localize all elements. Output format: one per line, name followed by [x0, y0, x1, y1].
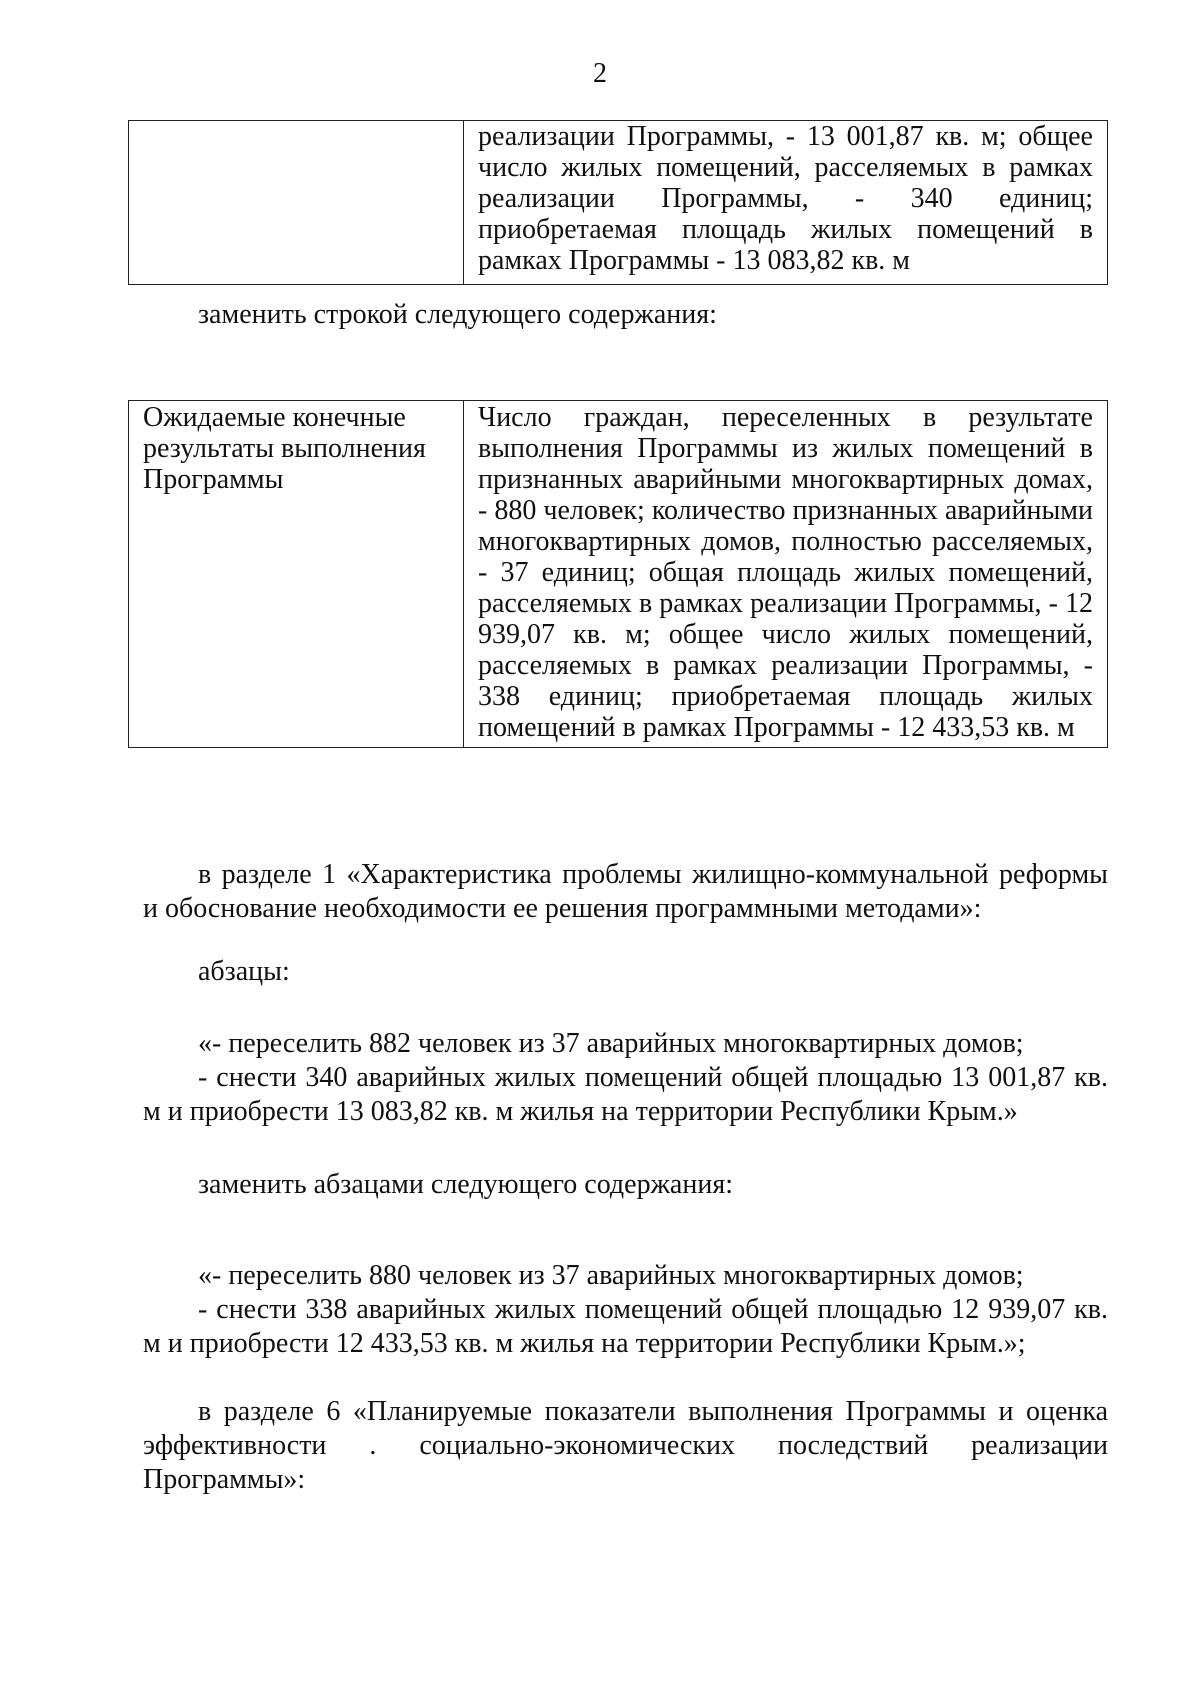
new-paragraphs: [143, 1259, 1108, 1361]
previous-row-table: [128, 120, 1108, 285]
replace-paragraphs-instruction: заменить абзацами следующего содержания:: [198, 1169, 733, 1200]
new-paragraph: - снести 338 аварийных жилых помещений общей площадью 12 939,07 кв. м и приобрести 12 433,53 кв. м жилья на территории Республики Крым.»;: [143, 1294, 1108, 1359]
table-cell-label: [129, 121, 464, 285]
table-cell-value: реализации Программы, - 13 001,87 кв. м; общее число жилых помещений, расселяемых в рамках реализации Программы, - 340 единиц; приобретаемая площадь жилых помещений в рамках Программы - 13 083,82 кв. м: [464, 121, 1108, 285]
page-number: 2: [593, 58, 607, 89]
table-row: [129, 121, 1108, 285]
new-paragraph: «- переселить 880 человек из 37 аварийных многоквартирных домов;: [198, 1260, 1024, 1291]
section1-intro: в разделе 1 «Характеристика проблемы жилищно-коммунальной реформы и обоснование необходимости ее решения программными методами»:: [143, 859, 1108, 924]
new-row-table: [128, 400, 1108, 748]
old-paragraphs: [143, 1027, 1108, 1129]
section6-intro: в разделе 6 «Планируемые показатели выполнения Программы и оценка эффективности . социально-экономических последствий реализации Программы»:: [143, 1396, 1108, 1495]
table-cell-value: Число граждан, переселенных в результате выполнения Программы из жилых помещений в признанных аварийными многоквартирных домах, - 880 человек; количество признанных аварийными многоквартирных домов, полностью расселяемых, - 37 единиц; общая площадь жилых помещений, расселяемых в рамках реализации Программы, - 12 939,07 кв. м; общее число жилых помещений, расселяемых в рамках реализации Программы, - 338 единиц; приобретаемая площадь жилых помещений в рамках Программы - 12 433,53 кв. м: [464, 401, 1108, 748]
table-row: [129, 401, 1108, 748]
old-paragraph: «- переселить 882 человек из 37 аварийных многоквартирных домов;: [198, 1028, 1024, 1059]
old-paragraph: - снести 340 аварийных жилых помещений общей площадью 13 001,87 кв. м и приобрести 13 083,82 кв. м жилья на территории Республики Крым.»: [143, 1062, 1108, 1127]
replace-row-instruction: заменить строкой следующего содержания:: [198, 299, 717, 330]
paragraphs-label: абзацы:: [198, 956, 290, 987]
table-cell-label: Ожидаемые конечные результаты выполнения Программы: [129, 401, 464, 748]
